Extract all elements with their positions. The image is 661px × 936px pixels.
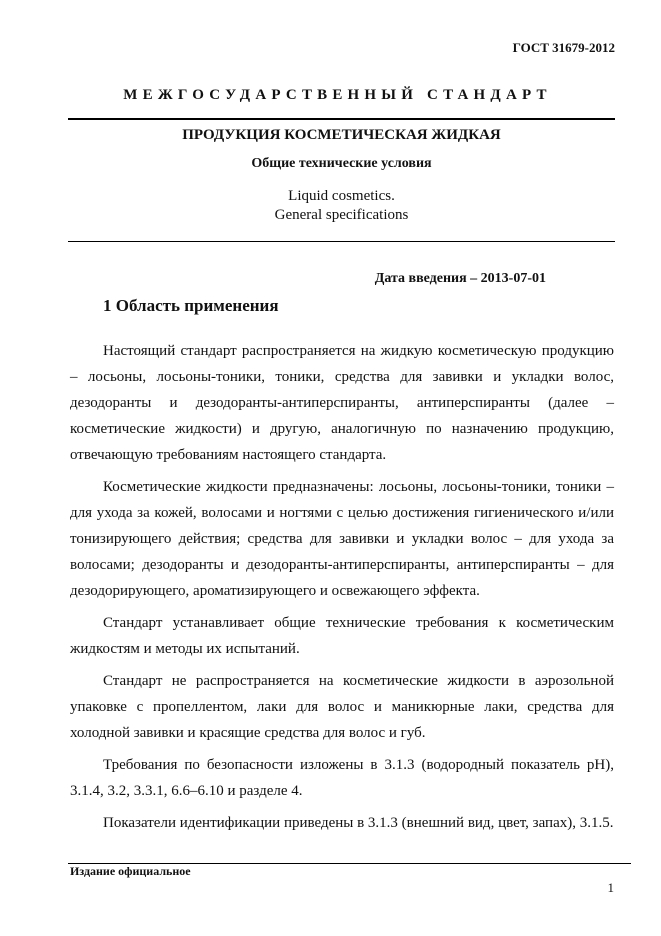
english-title-line1: Liquid cosmetics. — [288, 188, 395, 204]
paragraph: Стандарт не распространяется на косметические жидкости в аэрозольной упаковке с пропеллентом, лаки для волос и маникюрные лаки, средства для холодной завивки и красящие средства для волос и губ. — [70, 673, 614, 741]
page-number: 1 — [607, 880, 614, 895]
english-title-line2: General specifications — [274, 207, 409, 223]
introduction-date: Дата введения – 2013-07-01 — [374, 271, 546, 286]
english-title — [68, 187, 615, 225]
top-divider — [68, 118, 615, 120]
standard-code: ГОСТ 31679-2012 — [512, 40, 615, 55]
title-divider — [68, 241, 615, 242]
standard-category: МЕЖГОСУДАРСТВЕННЫЙ СТАНДАРТ — [123, 87, 552, 103]
document-subtitle: Общие технические условия — [251, 156, 432, 171]
paragraph: Требования по безопасности изложены в 3.1.3 (водородный показатель pH), 3.1.4, 3.2, 3.3.1, 6.6–6.10 и разделе 4. — [70, 757, 614, 799]
section-body — [70, 338, 614, 842]
section-heading: 1 Область применения — [103, 296, 279, 315]
paragraph: Стандарт устанавливает общие технические требования к косметическим жидкостям и методы их испытаний. — [70, 615, 614, 657]
paragraph: Показатели идентификации приведены в 3.1.3 (внешний вид, цвет, запах), 3.1.5. — [103, 815, 614, 831]
paragraph: Настоящий стандарт распространяется на жидкую косметическую продукцию – лосьоны, лосьоны-тоники, тоники, средства для завивки и укладки волос, дезодоранты и дезодоранты-антиперспиранты, антиперспиранты (далее – косметические жидкости) и другую, аналогичную по назначению продукцию, отвечающую требованиям настоящего стандарта. — [70, 343, 614, 463]
edition-label: Издание официальное — [70, 864, 191, 878]
document-title: ПРОДУКЦИЯ КОСМЕТИЧЕСКАЯ ЖИДКАЯ — [182, 127, 501, 143]
paragraph: Косметические жидкости предназначены: лосьоны, лосьоны-тоники, тоники – для ухода за кожей, волосами и ногтями с целью достижения гигиенического и/или тонизирующего действия; средства для завивки и укладки волос – для ухода за волосами; дезодоранты и дезодоранты-антиперспиранты, антиперспиранты – для дезодорирующего, ароматизирующего и освежающего эффекта. — [70, 479, 614, 599]
